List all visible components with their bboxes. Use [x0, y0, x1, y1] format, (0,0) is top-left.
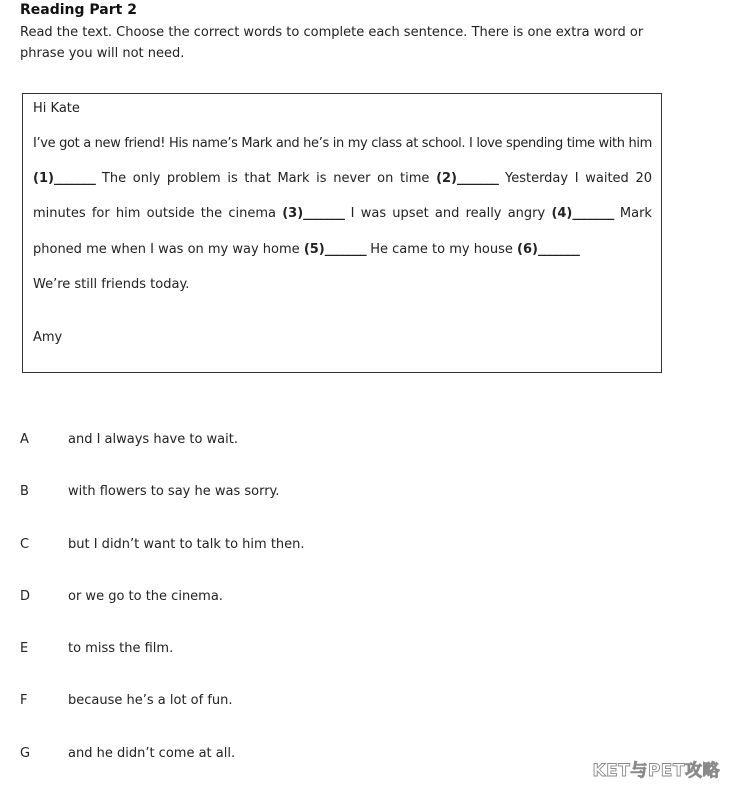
gap-3: (3)_______: [282, 206, 345, 221]
letter-text: phoned me when I was on my way home: [33, 242, 300, 257]
gap-5: (5)_______: [303, 242, 367, 257]
letter-box: [22, 93, 662, 373]
letter-line-2: [33, 171, 652, 186]
gap-1: (1)_______: [33, 171, 96, 186]
letter-signoff: Amy: [33, 330, 63, 345]
option-b: B with flowers to say he was sorry.: [20, 484, 280, 499]
option-g: G and he didn’t come at all.: [20, 746, 236, 761]
watermark: KET与PET攻略: [592, 761, 720, 781]
gap-4: (4)_______: [551, 206, 614, 221]
option-c: C but I didn’t want to talk to him then.: [20, 537, 305, 552]
letter-line-4: [33, 242, 652, 257]
option-d: D or we go to the cinema.: [20, 589, 223, 604]
letter-line-5: We’re still friends today.: [33, 277, 190, 292]
letter-text: Yesterday I waited 20: [504, 171, 653, 186]
gap-2: (2)_______: [436, 171, 499, 186]
letter-line-3: [33, 206, 652, 221]
letter-text: I was upset and really angry: [350, 206, 546, 221]
option-f: F because he’s a lot of fun.: [20, 693, 233, 708]
letter-text: Mark: [619, 206, 652, 221]
option-e: E to miss the film.: [20, 641, 174, 656]
letter-text: He came to my house: [370, 242, 513, 257]
letter-greeting: Hi Kate: [33, 101, 80, 116]
option-a: A and I always have to wait.: [20, 432, 238, 447]
gap-6: (6)_______: [517, 242, 580, 257]
letter-text: minutes for him outside the cinema: [33, 206, 276, 221]
letter-line-1: I’ve got a new friend! His name’s Mark and he’s in my class at school. I love spending time with him: [33, 136, 652, 151]
section-title: Reading Part 2: [20, 2, 137, 18]
letter-text: The only problem is that Mark is never on time: [101, 171, 430, 186]
instructions: Read the text. Choose the correct words to complete each sentence. There is one extra word or phrase you will not need.: [20, 25, 644, 61]
